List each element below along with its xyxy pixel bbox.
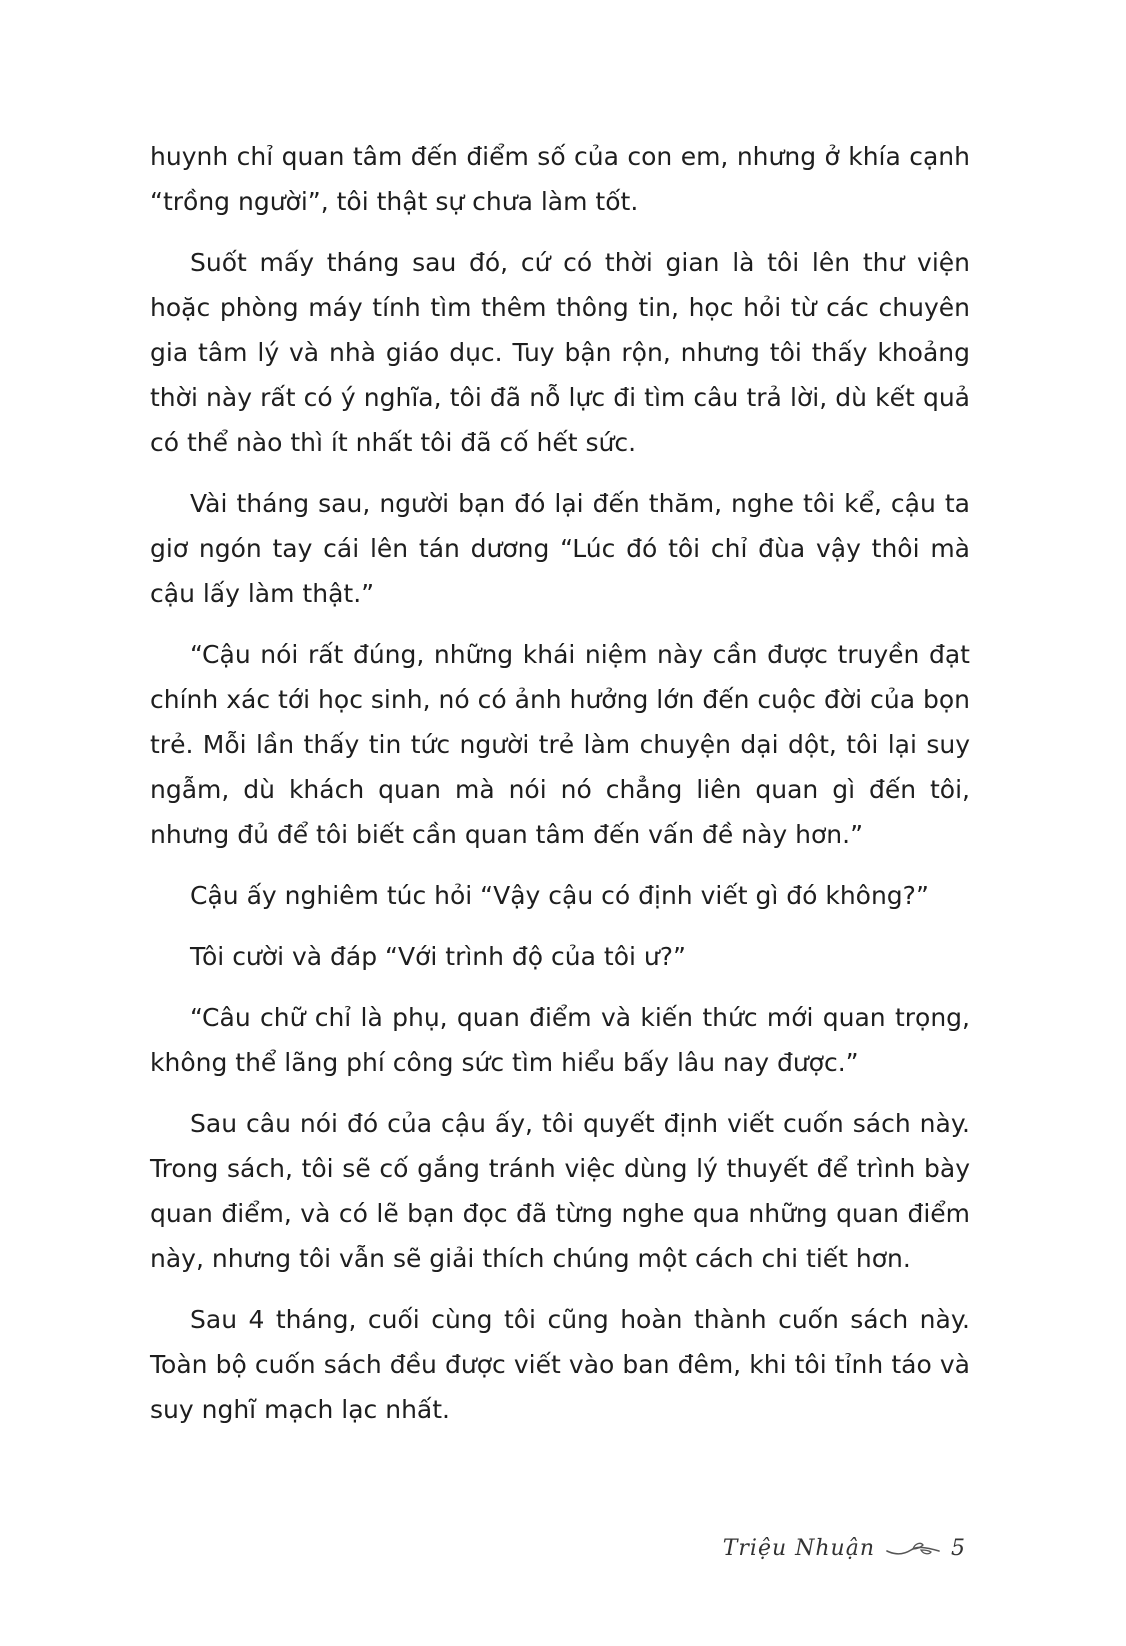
author-name: Triệu Nhuận (722, 1536, 875, 1561)
paragraph-1: huynh chỉ quan tâm đến điểm số của con em, nhưng ở khía cạnh “trồng người”, tôi thật sự chưa làm tốt. (150, 142, 970, 216)
page-number: 5 (951, 1536, 966, 1561)
paragraph-4: “Cậu nói rất đúng, những khái niệm này cần được truyền đạt chính xác tới học sinh, nó có ảnh hưởng lớn đến cuộc đời của bọn trẻ. Mỗi lần thấy tin tức người trẻ làm chuyện dại dột, tôi lại suy ngẫm, dù khách quan mà nói nó chẳng liên quan gì đến tôi, nhưng đủ để tôi biết cần quan tâm đến vấn đề này hơn.” (150, 640, 970, 849)
paragraph-2: Suốt mấy tháng sau đó, cứ có thời gian là tôi lên thư viện hoặc phòng máy tính tìm thêm thông tin, học hỏi từ các chuyên gia tâm lý và nhà giáo dục. Tuy bận rộn, nhưng tôi thấy khoảng thời này rất có ý nghĩa, tôi đã nỗ lực đi tìm câu trả lời, dù kết quả có thể nào thì ít nhất tôi đã cố hết sức. (150, 248, 970, 457)
page-footer (723, 1536, 966, 1561)
body-text (150, 134, 970, 1448)
paragraph-6: Tôi cười và đáp “Với trình độ của tôi ư?” (190, 942, 686, 971)
leaf-vine-icon (885, 1539, 941, 1559)
paragraph-7: “Câu chữ chỉ là phụ, quan điểm và kiến thức mới quan trọng, không thể lãng phí công sức tìm hiểu bấy lâu nay được.” (150, 1003, 970, 1077)
paragraph-8: Sau câu nói đó của cậu ấy, tôi quyết định viết cuốn sách này. Trong sách, tôi sẽ cố gắng tránh việc dùng lý thuyết để trình bày quan điểm, và có lẽ bạn đọc đã từng nghe qua những quan điểm này, nhưng tôi vẫn sẽ giải thích chúng một cách chi tiết hơn. (150, 1109, 970, 1273)
paragraph-5: Cậu ấy nghiêm túc hỏi “Vậy cậu có định viết gì đó không?” (190, 881, 929, 910)
paragraph-9: Sau 4 tháng, cuối cùng tôi cũng hoàn thành cuốn sách này. Toàn bộ cuốn sách đều được viết vào ban đêm, khi tôi tỉnh táo và suy nghĩ mạch lạc nhất. (150, 1305, 970, 1424)
paragraph-3: Vài tháng sau, người bạn đó lại đến thăm, nghe tôi kể, cậu ta giơ ngón tay cái lên tán dương “Lúc đó tôi chỉ đùa vậy thôi mà cậu lấy làm thật.” (150, 489, 970, 608)
